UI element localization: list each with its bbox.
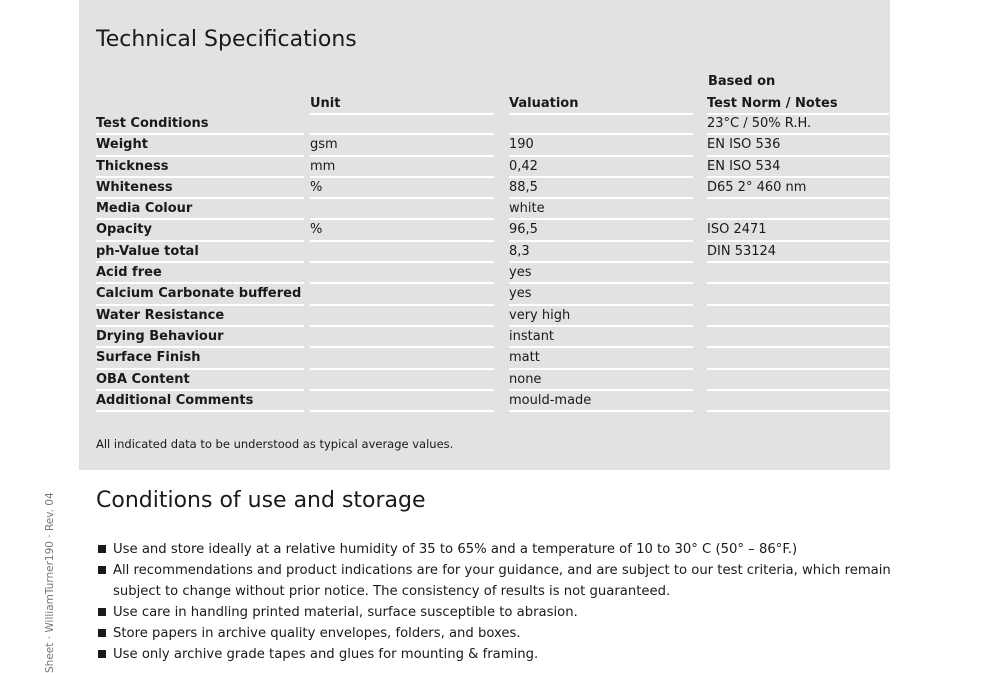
spec-row	[96, 348, 890, 369]
spec-name-cell: Additional Comments	[96, 391, 304, 412]
spec-norm-cell: EN ISO 534	[707, 157, 889, 178]
header-norm-line2: Test Norm / Notes	[707, 96, 889, 115]
spec-value-cell: none	[509, 370, 693, 391]
conditions-title: Conditions of use and storage	[96, 488, 426, 513]
spec-row	[96, 306, 890, 327]
spec-row	[96, 157, 890, 178]
spec-unit-cell	[310, 370, 494, 391]
spec-name-cell: Acid free	[96, 263, 304, 284]
spec-row	[96, 135, 890, 156]
spec-value-cell: 190	[509, 135, 693, 156]
spec-value-cell: 8,3	[509, 242, 693, 263]
spec-name-cell: Weight	[96, 135, 304, 156]
spec-unit-cell	[310, 263, 494, 284]
spec-value-cell: very high	[509, 306, 693, 327]
spec-footnote: All indicated data to be understood as typical average values.	[96, 437, 454, 451]
spec-unit-cell: %	[310, 220, 494, 241]
spec-unit-cell: mm	[310, 157, 494, 178]
header-norm-line1: Based on	[708, 74, 776, 89]
spec-unit-cell	[310, 114, 494, 135]
spec-unit-cell	[310, 327, 494, 348]
spec-name-cell: ph-Value total	[96, 242, 304, 263]
list-item	[96, 623, 896, 644]
technical-specifications-panel	[79, 0, 890, 470]
square-bullet-icon	[98, 650, 106, 658]
spec-norm-cell: ISO 2471	[707, 220, 889, 241]
spec-table	[96, 114, 890, 412]
list-item-text: Use and store ideally at a relative humidity of 35 to 65% and a temperature of 10 to 30° C (50° – 86°F.)	[113, 542, 798, 557]
spec-name-cell: Whiteness	[96, 178, 304, 199]
header-unit: Unit	[310, 96, 494, 115]
spec-value-cell: 88,5	[509, 178, 693, 199]
spec-norm-cell	[707, 391, 889, 412]
list-item	[96, 602, 896, 623]
spec-row	[96, 199, 890, 220]
spec-unit-cell	[310, 199, 494, 220]
spec-norm-cell: D65 2° 460 nm	[707, 178, 889, 199]
spec-unit-cell	[310, 284, 494, 305]
spec-row	[96, 391, 890, 412]
list-item-text: Use only archive grade tapes and glues for mounting & framing.	[113, 647, 539, 662]
list-item-text: Store papers in archive quality envelopes, folders, and boxes.	[113, 626, 521, 641]
spec-norm-cell	[707, 306, 889, 327]
spec-unit-cell	[310, 391, 494, 412]
spec-value-cell: white	[509, 199, 693, 220]
spec-name-cell: Water Resistance	[96, 306, 304, 327]
spec-norm-cell: DIN 53124	[707, 242, 889, 263]
document-side-label: Sheet · WilliamTurner190 · Rev. 04	[44, 492, 56, 673]
spec-name-cell: Surface Finish	[96, 348, 304, 369]
square-bullet-icon	[98, 566, 106, 574]
spec-name-cell: Thickness	[96, 157, 304, 178]
spec-norm-cell	[707, 348, 889, 369]
spec-norm-cell	[707, 284, 889, 305]
list-item	[96, 644, 896, 665]
spec-norm-cell	[707, 370, 889, 391]
spec-norm-cell	[707, 199, 889, 220]
spec-row	[96, 284, 890, 305]
spec-name-cell: Drying Behaviour	[96, 327, 304, 348]
square-bullet-icon	[98, 545, 106, 553]
spec-unit-cell: gsm	[310, 135, 494, 156]
list-item-text: All recommendations and product indications are for your guidance, and are subject to our test criteria, which remain subject to change without prior notice. The consistency of results is not guaranteed.	[113, 563, 891, 599]
list-item	[96, 539, 896, 560]
spec-unit-cell: %	[310, 178, 494, 199]
spec-value-cell: 96,5	[509, 220, 693, 241]
spec-norm-cell: EN ISO 536	[707, 135, 889, 156]
spec-title: Technical Specifications	[96, 27, 357, 52]
spec-unit-cell	[310, 306, 494, 327]
spec-norm-cell	[707, 327, 889, 348]
spec-value-cell: instant	[509, 327, 693, 348]
spec-name-cell: OBA Content	[96, 370, 304, 391]
spec-unit-cell	[310, 348, 494, 369]
square-bullet-icon	[98, 608, 106, 616]
spec-row	[96, 114, 890, 135]
spec-norm-cell	[707, 263, 889, 284]
spec-value-cell: yes	[509, 284, 693, 305]
spec-name-cell: Test Conditions	[96, 114, 304, 135]
spec-value-cell	[509, 114, 693, 135]
spec-name-cell: Opacity	[96, 220, 304, 241]
spec-row	[96, 220, 890, 241]
conditions-list	[96, 539, 896, 665]
list-item-text: Use care in handling printed material, surface susceptible to abrasion.	[113, 605, 578, 620]
spec-row	[96, 178, 890, 199]
square-bullet-icon	[98, 629, 106, 637]
spec-name-cell: Media Colour	[96, 199, 304, 220]
spec-norm-cell: 23°C / 50% R.H.	[707, 114, 889, 135]
spec-name-cell: Calcium Carbonate buffered	[96, 284, 304, 305]
spec-row	[96, 263, 890, 284]
spec-value-cell: mould-made	[509, 391, 693, 412]
list-item	[96, 560, 896, 602]
spec-row	[96, 242, 890, 263]
spec-value-cell: 0,42	[509, 157, 693, 178]
header-valuation: Valuation	[509, 96, 693, 115]
spec-row	[96, 327, 890, 348]
spec-row	[96, 370, 890, 391]
spec-value-cell: matt	[509, 348, 693, 369]
spec-unit-cell	[310, 242, 494, 263]
spec-value-cell: yes	[509, 263, 693, 284]
